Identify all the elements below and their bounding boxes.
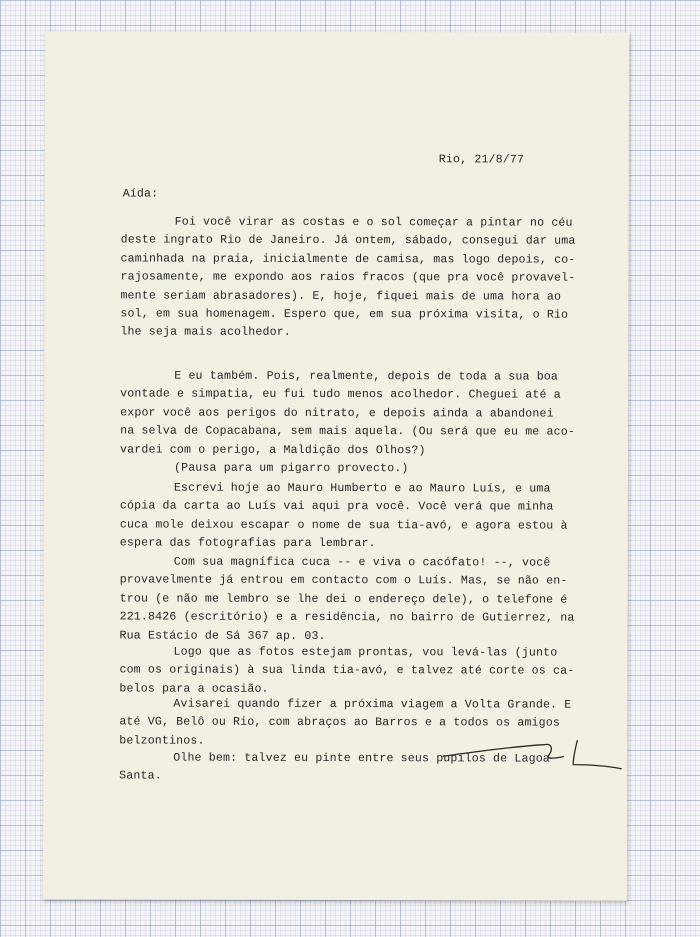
text-line: deste ingrato Rio de Janeiro. Já ontem, sábado, consegui dar uma bbox=[120, 233, 576, 249]
text-line: cuca mole deixou escapar o nome de sua tia-avó, e agora estou à bbox=[119, 518, 568, 533]
text-line: rajosamente, me expondo aos raios fracos (que pra você provavel- bbox=[120, 270, 576, 285]
text-line: com os originais) à sua linda tia-avó, e talvez até corte os ca- bbox=[119, 663, 575, 679]
text-line: 221.8426 (escritório) e a residência, no bairro de Gutierrez, na bbox=[119, 610, 575, 625]
letter-sheet bbox=[43, 31, 629, 901]
paragraph bbox=[120, 367, 616, 460]
typed-letter bbox=[43, 31, 629, 901]
text-line: belos para a ocasião. bbox=[119, 682, 269, 696]
text-line: vardei com o perigo, a Maldição dos Olhos?) bbox=[120, 442, 426, 457]
paragraph bbox=[120, 479, 616, 554]
text-line: até VG, Belô ou Rio, com abraços ao Barros e a todos os amigos bbox=[119, 715, 561, 730]
text-line: belzontinos. bbox=[119, 734, 205, 748]
text-line: Santa. bbox=[119, 769, 162, 783]
text-line: Escrevi hoje ao Mauro Humberto e ao Mauro Luís, e uma bbox=[173, 481, 551, 496]
text-line: E eu também. Pois, realmente, depois de toda a sua boa bbox=[174, 369, 559, 384]
salutation: Aída: bbox=[122, 187, 159, 201]
text-line: caminhada na praia, inicialmente de camisa, mas logo depois, co- bbox=[120, 252, 576, 267]
text-line: Logo que as fotos estejam prontas, vou levá-las (junto bbox=[173, 645, 558, 660]
paragraph bbox=[120, 213, 616, 343]
paragraph bbox=[120, 553, 616, 646]
text-line: Rua Estácio de Sá 367 ap. 03. bbox=[119, 628, 326, 643]
text-line: Olhe bem: talvez eu pinte entre seus pupilos de Lagoa bbox=[173, 751, 550, 766]
text-line: provavelmente já entrou em contacto com o Luís. Mas, se não en- bbox=[119, 573, 568, 588]
text-line: mente seriam abrasadores). E, hoje, fiquei mais de uma hora ao bbox=[120, 288, 562, 304]
text-line: na selva de Copacabana, sem mais aquela. (Ou será que eu me aco- bbox=[120, 424, 575, 439]
text-line: trou (e não me lembro se lhe dei o endereço dele), o telefone é bbox=[119, 592, 568, 607]
text-line: cópia da carta ao Luís vai aqui pra você. Você verá que minha bbox=[119, 499, 554, 514]
text-line: lhe seja mais acolhedor. bbox=[120, 325, 291, 340]
text-line: Com sua magnífica cuca -- e viva o cacófato! --, você bbox=[173, 555, 551, 570]
text-line: expor você aos perigos do nitrato, e depois ainda a abandonei bbox=[120, 406, 554, 421]
text-line: espera das fotografias para lembrar. bbox=[119, 536, 376, 551]
text-line: sol, em sua homenagem. Espero que, em sua próxima visita, o Rio bbox=[120, 307, 569, 322]
text-line: Foi você virar as costas e o sol começar a pintar no céu bbox=[174, 215, 573, 230]
paragraph bbox=[120, 459, 616, 479]
text-line: Avisarei quando fizer a próxima viagem a Volta Grande. E bbox=[173, 697, 572, 712]
handwritten-signature bbox=[441, 734, 623, 770]
text-line: vontade e simpatia, eu fui tudo menos acolhedor. Cheguei até a bbox=[120, 387, 561, 402]
text-line: (Pausa para um pigarro provecto.) bbox=[173, 461, 409, 476]
paragraph bbox=[119, 643, 615, 699]
dateline: Rio, 21/8/77 bbox=[438, 153, 525, 167]
